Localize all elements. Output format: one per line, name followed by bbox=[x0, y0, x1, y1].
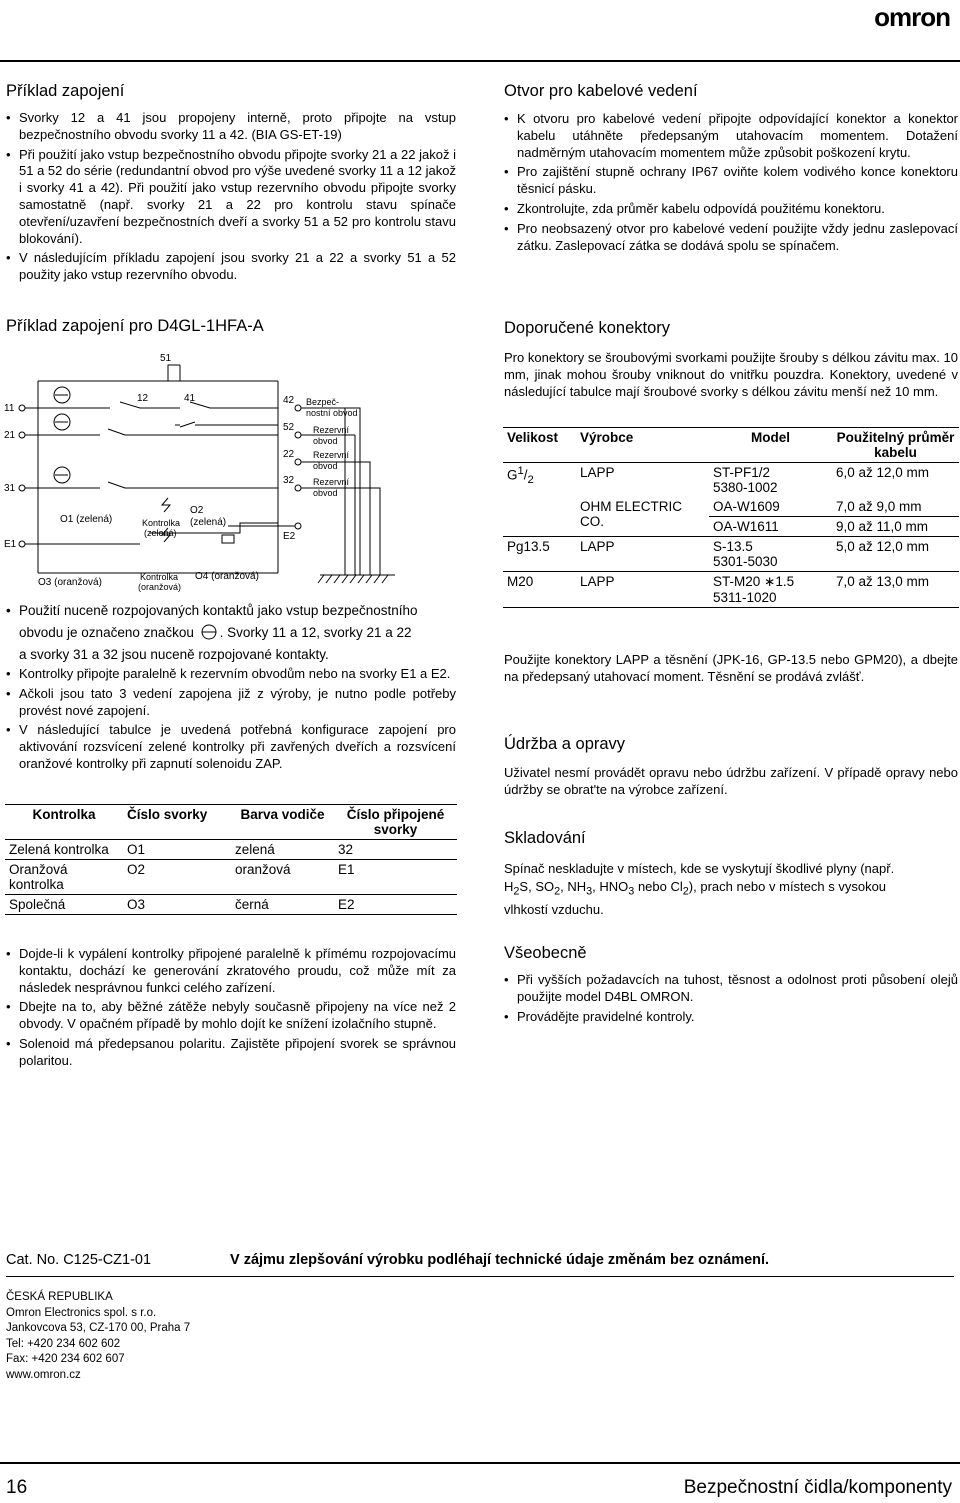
section-title-cable-opening: Otvor pro kabelové vedení bbox=[504, 82, 698, 100]
storage-line bbox=[504, 878, 958, 901]
table-cell: O2 bbox=[127, 862, 146, 877]
terminal-label: 11 bbox=[4, 403, 15, 414]
address-line: Fax: +420 234 602 607 bbox=[6, 1353, 125, 1365]
model-text: 5311-1020 bbox=[713, 590, 777, 605]
terminal-label: E1 bbox=[4, 539, 17, 550]
table-cell: O3 bbox=[127, 897, 146, 912]
table-cell: O1 bbox=[127, 842, 146, 857]
table-header: Výrobce bbox=[580, 430, 634, 445]
table-cell: OA-W1611 bbox=[713, 519, 779, 534]
storage-line: Spínač neskladujte v místech, kde se vyskytují škodlivé plyny (např. bbox=[504, 861, 895, 876]
size-text: 2 bbox=[527, 474, 534, 487]
connector-table bbox=[503, 427, 959, 608]
list-item: • Solenoid má předepsanou polaritu. Zajistěte připojení svorek se správnou polaritou. bbox=[6, 1036, 456, 1070]
table-row bbox=[5, 840, 457, 860]
address-block bbox=[6, 1290, 190, 1383]
list-item: • Dbejte na to, aby běžné zátěže nebyly současně připojeny na více než 2 obvody. V opačném případě by mohlo dojít ke snížení izolačního stupně. bbox=[6, 999, 456, 1033]
connectors-text: Pro konektory se šroubovými svorkami použijte šrouby s délkou závitu max. 10 mm, jinak mohou šrouby vniknout do vnitřku pouzdra. Konektory, uvedené v následující tabulce mají šroubové svorky s délkou závitu menší než 10 mm. bbox=[504, 350, 958, 399]
terminal-label: 41 bbox=[184, 393, 196, 404]
section-title-wiring-d4gl: Příklad zapojení pro D4GL-1HFA-A bbox=[6, 317, 264, 335]
o4-label: O4 (oranžová) bbox=[195, 571, 259, 582]
lamp-label: Kontrolka bbox=[142, 518, 181, 528]
page-number: 16 bbox=[6, 1477, 28, 1498]
table-cell: Pg13.5 bbox=[507, 539, 550, 554]
model-text: ST-M20 ∗1.5 bbox=[713, 574, 795, 589]
table-cell: LAPP bbox=[580, 539, 615, 554]
table-cell: 9,0 až 11,0 mm bbox=[836, 519, 929, 534]
chem-text: , NH bbox=[560, 879, 587, 894]
circuit-label: obvod bbox=[313, 436, 338, 446]
connectors-note: Použijte konektory LAPP a těsnění (JPK-16, GP-13.5 nebo GPM20), a dbejte na předepsaný utahovací moment. Těsnění se prodává zvlášť. bbox=[504, 652, 958, 684]
table-cell: OHM ELECTRIC CO. bbox=[580, 499, 683, 529]
terminal-label: 22 bbox=[283, 449, 295, 460]
table-cell bbox=[709, 537, 832, 572]
table-cell: LAPP bbox=[580, 465, 615, 480]
top-rule bbox=[0, 60, 960, 62]
note-text: . Svorky 11 a 12, svorky 21 a 22 bbox=[219, 625, 412, 640]
chem-text: , HNO bbox=[592, 879, 629, 894]
chem-text: 2 bbox=[554, 885, 561, 898]
model-text: 5301-5030 bbox=[713, 554, 778, 569]
wiring-bullets bbox=[6, 110, 456, 287]
list-item: • Zkontrolujte, zda průměr kabelu odpovídá použitému konektoru. bbox=[504, 201, 958, 218]
model-text: S-13.5 bbox=[713, 539, 753, 554]
list-item: • Dojde-li k vypálení kontrolky připojené paralelně k přímému rozpojovacímu kontaktu, dochází ke generování zkratového proudu, což může mít za následek nesprávnou funkci celého zařízení. bbox=[6, 946, 456, 996]
circuit-label: obvod bbox=[313, 488, 338, 498]
table-header: Číslo svorky bbox=[127, 807, 208, 822]
table-row bbox=[503, 463, 959, 498]
footer-rule bbox=[6, 1276, 954, 1277]
section-title-storage: Skladování bbox=[504, 829, 586, 847]
forced-open-note: • Použití nuceně rozpojovaných kontaktů jako vstup bezpečnostního obvodu je označeno značkou . Svorky 11 a 12, svorky 21 a 22 a svorky 31 a 32 jsou nuceně rozpojované kontakty. bbox=[6, 600, 456, 666]
o1-label: O1 (zelená) bbox=[60, 514, 113, 525]
chem-text: 3 bbox=[628, 885, 635, 898]
model-text: ST-PF1/2 bbox=[713, 465, 771, 480]
storage-line: vlhkostí vzduchu. bbox=[504, 901, 604, 917]
chem-text: H bbox=[504, 879, 514, 894]
chem-text: 2 bbox=[513, 885, 520, 898]
model-text: 5380-1002 bbox=[713, 480, 778, 495]
general-bullets bbox=[504, 972, 958, 1028]
catalog-number: Cat. No. C125-CZ1-01 bbox=[6, 1252, 152, 1268]
terminal-label: 12 bbox=[137, 393, 149, 404]
table-cell: Zelená kontrolka bbox=[9, 842, 109, 857]
table-cell: E2 bbox=[338, 897, 355, 912]
list-item: • Při vyšších požadavcích na tuhost, těsnost a odolnost proti působení olejů použijte model D4BL OMRON. bbox=[504, 972, 958, 1006]
o2-label: (zelená) bbox=[190, 517, 227, 528]
list-item: • Pro neobsazený otvor pro kabelové vedení použijte vždy jednu zaslepovací zátku. Zaslepovací zátka se dodává spolu se spínačem. bbox=[504, 221, 958, 255]
storage-text bbox=[504, 860, 958, 919]
terminal-label: 52 bbox=[283, 422, 295, 433]
terminal-label: 21 bbox=[4, 430, 16, 441]
table-cell: M20 bbox=[507, 574, 534, 589]
chem-text: 2 bbox=[682, 885, 689, 898]
terminal-label: 42 bbox=[283, 395, 295, 406]
table-cell: zelená bbox=[235, 842, 275, 857]
maintenance-text: Uživatel nesmí provádět opravu nebo údržbu zařízení. V případě opravy nebo údržby se obrat'te na výrobce zařízení. bbox=[504, 765, 958, 797]
size-text: / bbox=[523, 467, 528, 483]
address-line: ČESKÁ REPUBLIKA bbox=[6, 1291, 113, 1303]
note-text: Použití nuceně rozpojovaných kontaktů jako vstup bezpečnostního bbox=[19, 603, 418, 618]
note-text: obvodu je označeno značkou bbox=[19, 625, 194, 640]
chem-text: ), prach nebo v místech s vysokou bbox=[688, 879, 887, 894]
table-header: Použitelný průměr kabelu bbox=[836, 430, 955, 460]
table-cell bbox=[709, 572, 832, 608]
circuit-label: nostní obvod bbox=[306, 408, 358, 418]
terminal-label: 31 bbox=[4, 483, 16, 494]
lamp-bullets bbox=[6, 666, 456, 776]
list-item: • Ačkoli jsou tato 3 vedení zapojena již z výroby, je nutno podle potřeby provést nové zapojení. bbox=[6, 686, 456, 720]
table-cell: Společná bbox=[9, 897, 66, 912]
table-row bbox=[503, 517, 959, 537]
address-line[interactable]: www.omron.cz bbox=[6, 1368, 81, 1381]
table-cell: Oranžová kontrolka bbox=[9, 862, 68, 892]
table-cell bbox=[503, 517, 576, 537]
table-cell: OA-W1609 bbox=[709, 497, 832, 517]
change-notice: V zájmu zlepšování výrobku podléhají technické údaje změnám bez oznámení. bbox=[230, 1252, 770, 1268]
circuit-label: obvod bbox=[313, 461, 338, 471]
section-title-connectors: Doporučené konektory bbox=[504, 319, 671, 337]
list-item: • Kontrolky připojte paralelně k rezervním obvodům nebo na svorky E1 a E2. bbox=[6, 666, 456, 683]
terminal-label: 51 bbox=[160, 353, 172, 364]
table-cell: 6,0 až 12,0 mm bbox=[836, 465, 930, 480]
table-row bbox=[503, 572, 959, 608]
list-item: • Při použití jako vstup bezpečnostního obvodu připojte svorky 21 a 22 jakož i 51 a 52 do série (redundantní obvod pro výše uvedené svorky 11 a 12 jakož i svorky 41 a 42). Při použití jako vstup rezervního obvodu připojte svorky samostatně (např. svorky 21 a 22 pro kontrolu stavu spínače otevření/uzavření bezpečnostních dveří a svorky 51 a 52 pro kontrolu stavu blokování). bbox=[6, 147, 456, 248]
table-cell: E1 bbox=[338, 862, 355, 877]
table-header: Velikost bbox=[507, 430, 559, 445]
table-cell: 7,0 až 13,0 mm bbox=[836, 574, 930, 589]
section-title-maintenance: Údržba a opravy bbox=[504, 735, 626, 753]
list-item: • K otvoru pro kabelové vedení připojte odpovídající konektor a konektor kabelu utáhněte předepsaným utahovacím momentem. Dotažení nadměrným utahovacím momentem může způsobit poškození krytu. bbox=[504, 111, 958, 161]
terminal-label: E2 bbox=[283, 531, 296, 542]
o2-label: O2 bbox=[190, 505, 204, 516]
table-cell: černá bbox=[235, 897, 269, 912]
table-cell bbox=[503, 497, 576, 517]
section-title-general: Všeobecně bbox=[504, 944, 587, 962]
table-cell: 5,0 až 12,0 mm bbox=[836, 539, 930, 554]
chem-text: S, SO bbox=[519, 879, 555, 894]
chem-text: 3 bbox=[586, 885, 593, 898]
address-line: Tel: +420 234 602 602 bbox=[6, 1337, 121, 1350]
circuit-label: Rezervní bbox=[313, 425, 350, 435]
address-line: Omron Electronics spol. s r.o. bbox=[6, 1306, 157, 1319]
table-row bbox=[5, 860, 457, 895]
list-item: • Provádějte pravidelné kontroly. bbox=[504, 1009, 958, 1026]
section-title-wiring-example: Příklad zapojení bbox=[6, 82, 125, 100]
bottom-rule bbox=[0, 1462, 960, 1464]
table-cell: LAPP bbox=[580, 574, 615, 589]
list-item: • Svorky 12 a 41 jsou propojeny interně, proto připojte na vstup bezpečnostního obvodu svorky 11 a 42. (BIA GS-ET-19) bbox=[6, 110, 456, 144]
note-text: a svorky 31 a 32 jsou nuceně rozpojované kontakty. bbox=[19, 647, 329, 662]
table-row bbox=[503, 497, 959, 517]
cable-bullets bbox=[504, 111, 958, 257]
section-name: Bezpečnostní čidla/komponenty bbox=[683, 1477, 952, 1498]
table-cell: oranžová bbox=[235, 862, 291, 877]
table-header: Číslo připojené svorky bbox=[346, 807, 445, 837]
list-item: • Pro zajištění stupně ochrany IP67 oviňte kolem vodivého konce konektoru těsnicí pásku. bbox=[504, 164, 958, 198]
lamp-label: Kontrolka bbox=[140, 572, 179, 582]
o3-label: O3 (oranžová) bbox=[38, 577, 102, 588]
size-text: G bbox=[507, 467, 518, 483]
wiring-diagram bbox=[0, 345, 470, 595]
table-header: Kontrolka bbox=[32, 807, 96, 822]
table-header: Barva vodiče bbox=[240, 807, 325, 822]
address-line: Jankovcova 53, CZ-170 00, Praha 7 bbox=[6, 1322, 191, 1334]
table-cell bbox=[503, 463, 576, 498]
forced-open-symbol-icon bbox=[198, 624, 220, 640]
circuit-label: Bezpeč- bbox=[306, 397, 340, 407]
table-cell: 32 bbox=[338, 842, 354, 857]
circuit-label: Rezervní bbox=[313, 450, 350, 460]
table-cell: 7,0 až 9,0 mm bbox=[832, 497, 959, 517]
list-item: • V následujícím příkladu zapojení jsou svorky 21 a 22 a svorky 51 a 52 použity jako vstup rezervního obvodu. bbox=[6, 250, 456, 284]
lamp-label: (zelená) bbox=[144, 528, 177, 538]
size-text: 1 bbox=[517, 465, 524, 477]
chem-text: nebo Cl bbox=[634, 879, 683, 894]
table-header: Model bbox=[751, 430, 790, 445]
lamp-label: (oranžová) bbox=[138, 582, 182, 592]
lamp-table bbox=[5, 804, 457, 915]
circuit-label: Rezervní bbox=[313, 477, 350, 487]
table-row bbox=[5, 895, 457, 915]
omron-logo: omron bbox=[874, 2, 950, 32]
list-item: • V následující tabulce je uvedená potřebná konfigurace zapojení pro aktivování rozsvícení zelené kontrolky při zavřených dveřích a rozsvícení oranžové kontrolky při zapnutí solenoidu ZAP. bbox=[6, 722, 456, 772]
table-cell bbox=[709, 463, 832, 498]
table-row bbox=[503, 537, 959, 572]
warning-bullets bbox=[6, 946, 456, 1073]
terminal-label: 32 bbox=[283, 475, 295, 486]
